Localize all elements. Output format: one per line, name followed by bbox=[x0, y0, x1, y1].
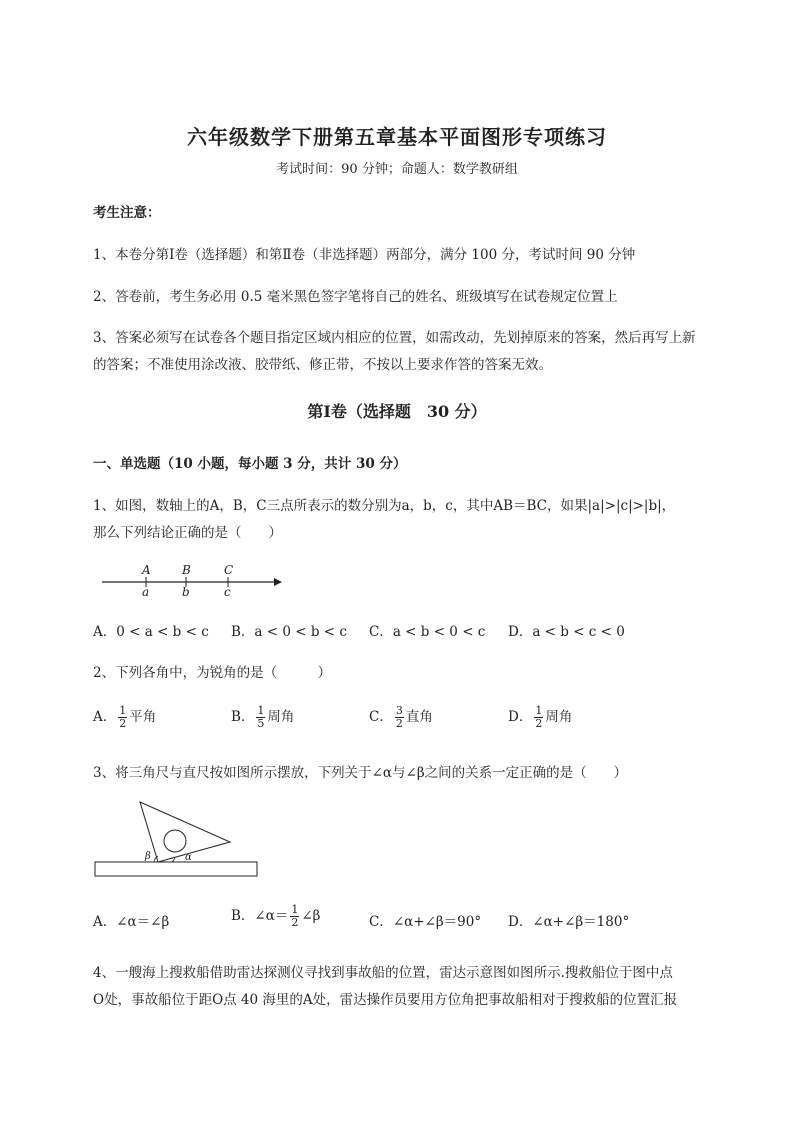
option-text: B．∠α＝ bbox=[231, 908, 289, 924]
point-label-a-upper: A bbox=[142, 563, 151, 577]
fraction-denominator: 2 bbox=[535, 717, 543, 730]
fraction-denominator: 2 bbox=[119, 717, 127, 730]
fraction-denominator: 2 bbox=[291, 916, 299, 929]
option-label: B． bbox=[231, 709, 255, 725]
q2-stem: 2、下列各角中，为锐角的是（ ） bbox=[93, 665, 332, 681]
fraction bbox=[290, 904, 299, 929]
fraction-numerator: 3 bbox=[395, 704, 403, 717]
note-item: 3、答案必须写在试卷各个题目指定区域内相应的位置，如需改动，先划掉原来的答案，然后再写上新 bbox=[93, 330, 696, 346]
q2-option-b[interactable] bbox=[231, 705, 294, 730]
page-title: 六年级数学下册第五章基本平面图形专项练习 bbox=[187, 125, 607, 149]
fraction bbox=[395, 705, 404, 730]
fraction-numerator: 1 bbox=[119, 704, 127, 717]
q2-option-d[interactable] bbox=[508, 705, 572, 730]
point-label-a-lower: a bbox=[142, 585, 150, 599]
point-label-c-lower: c bbox=[224, 585, 231, 599]
fraction-denominator: 2 bbox=[395, 717, 403, 730]
note-item: 2、答卷前，考生务必用 0.5 毫米黑色签字笔将自己的姓名、班级填写在试卷规定位置上 bbox=[93, 289, 618, 305]
option-text: ∠β bbox=[301, 908, 321, 924]
fraction-numerator: 1 bbox=[291, 903, 299, 916]
q1-stem-line1: 1、如图，数轴上的A，B，C三点所表示的数分别为a，b，c，其中AB＝BC，如果|a|>|c|>|b|， bbox=[93, 498, 676, 514]
point-label-b-lower: b bbox=[182, 585, 190, 599]
note-item: 的答案；不准使用涂改液、胶带纸、修正带，不按以上要求作答的答案无效。 bbox=[93, 357, 552, 373]
exam-info: 考试时间：90 分钟；命题人：数学教研组 bbox=[276, 162, 518, 177]
fraction bbox=[118, 705, 127, 730]
q1-option-b[interactable]: B．a < 0 < b < c bbox=[231, 624, 347, 640]
option-text: 周角 bbox=[545, 709, 573, 725]
option-text: 直角 bbox=[405, 709, 433, 725]
option-label: A． bbox=[93, 709, 117, 725]
q3-option-c[interactable]: C．∠α+∠β＝90° bbox=[369, 914, 482, 930]
note-item: 1、本卷分第Ⅰ卷（选择题）和第Ⅱ卷（非选择题）两部分，满分 100 分，考试时间 90 分钟 bbox=[93, 247, 636, 263]
fraction bbox=[534, 705, 543, 730]
q4-stem-line1: 4、一艘海上搜救船借助雷达探测仪寻找到事故船的位置，雷达示意图如图所示.搜救船位于图中点 bbox=[93, 965, 673, 981]
q3-option-a[interactable]: A．∠α＝∠β bbox=[93, 914, 170, 930]
notes-heading: 考生注意： bbox=[93, 205, 161, 221]
option-text: 平角 bbox=[129, 709, 157, 725]
option-label: D． bbox=[508, 709, 533, 725]
q2-option-a[interactable] bbox=[93, 705, 156, 730]
q1-option-d[interactable]: D．a < b < c < 0 bbox=[508, 624, 625, 640]
alpha-label: α bbox=[185, 852, 192, 863]
q3-stem: 3、将三角尺与直尺按如图所示摆放，下列关于∠α与∠β之间的关系一定正确的是（ ） bbox=[93, 765, 628, 781]
triangle-ruler-figure bbox=[94, 801, 264, 881]
point-label-c-upper: C bbox=[224, 563, 234, 577]
fraction-numerator: 1 bbox=[535, 704, 543, 717]
q3-option-d[interactable]: D．∠α+∠β＝180° bbox=[508, 914, 630, 930]
q1-option-a[interactable]: A．0 < a < b < c bbox=[93, 624, 209, 640]
fraction bbox=[256, 705, 265, 730]
option-label: C． bbox=[369, 709, 393, 725]
beta-label: β bbox=[145, 851, 151, 862]
q3-option-b[interactable] bbox=[231, 904, 320, 929]
fraction-denominator: 5 bbox=[257, 717, 265, 730]
q4-stem-line2: O处，事故船位于距O点 40 海里的A处，雷达操作员要用方位角把事故船相对于搜救船的位置汇报 bbox=[93, 992, 678, 1008]
section-title: 第Ⅰ卷（选择题 30 分） bbox=[307, 402, 487, 421]
q1-stem-line2: 那么下列结论正确的是（ ） bbox=[93, 525, 282, 541]
part-heading: 一、单选题（10 小题，每小题 3 分，共计 30 分） bbox=[93, 456, 407, 472]
option-text: 周角 bbox=[267, 709, 295, 725]
point-label-b-upper: B bbox=[182, 563, 191, 577]
number-line-figure bbox=[96, 560, 286, 600]
q2-option-c[interactable] bbox=[369, 705, 433, 730]
fraction-numerator: 1 bbox=[257, 704, 265, 717]
q1-option-c[interactable]: C．a < b < 0 < c bbox=[369, 624, 486, 640]
